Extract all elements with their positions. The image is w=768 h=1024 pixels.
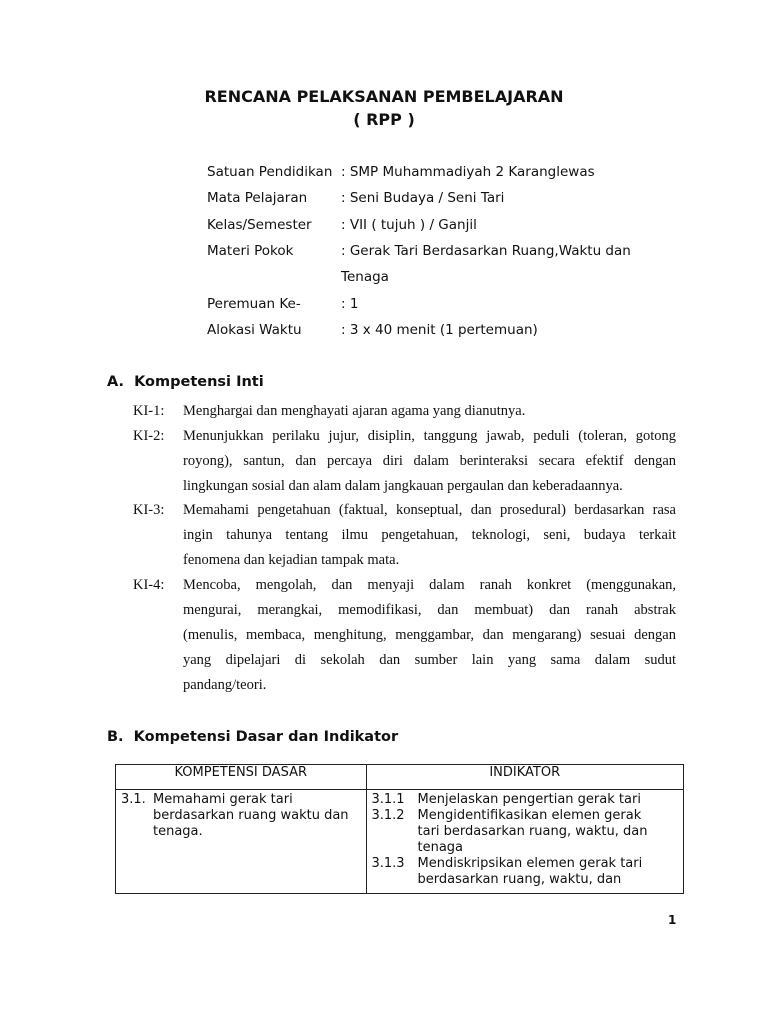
- section-b-heading: [107, 729, 398, 745]
- table-row: [116, 790, 684, 894]
- kd-line: [121, 792, 362, 808]
- table-header-row: [116, 765, 684, 790]
- info-label-mapel: Mata Pelajaran: [207, 190, 308, 206]
- ki-3-text: [183, 498, 676, 573]
- ki-2-text: [183, 424, 676, 499]
- ki-4-line: (menulis, membaca, menghitung, menggambar, dan mengarang) sesuai dengan: [183, 627, 676, 643]
- kompetensi-table: [115, 764, 684, 894]
- ki-4-line: pandang/teori.: [183, 677, 267, 693]
- indikator-cell: [366, 790, 684, 894]
- document-title: RENCANA PELAKSANAN PEMBELAJARAN: [204, 87, 564, 106]
- kd-line: berdasarkan ruang waktu dan: [153, 808, 349, 823]
- section-b-title: Kompetensi Dasar dan Indikator: [133, 729, 399, 745]
- indikator-number: 3.1.3: [371, 856, 405, 871]
- ki-2-label: KI-2:: [133, 428, 165, 444]
- ki-4-label: KI-4:: [133, 577, 165, 593]
- ki-2-line: royong), santun, dan percaya diri dalam berinteraksi secara efektif dengan: [183, 453, 676, 469]
- ki-4-line: mengurai, merangkai, memodifikasi, dan membuat) dan ranah abstrak: [183, 602, 676, 618]
- ki-3-label: KI-3:: [133, 502, 165, 518]
- info-label-pertemuan: Peremuan Ke-: [207, 296, 301, 312]
- info-value-pertemuan: : 1: [341, 296, 359, 312]
- indikator-line: Mendiskripsikan elemen gerak tari: [417, 856, 643, 871]
- ki-4-line: yang dipelajari di sekolah dan sumber lain yang sama dalam sudut: [183, 652, 676, 668]
- table-header-indikator: INDIKATOR: [366, 765, 684, 790]
- indikator-number: 3.1.1: [371, 792, 405, 807]
- info-value-materi: : Gerak Tari Berdasarkan Ruang,Waktu dan: [341, 243, 631, 259]
- info-label-materi: Materi Pokok: [207, 243, 294, 259]
- ki-2-line: Menunjukkan perilaku jujur, disiplin, tanggung jawab, peduli (toleran, gotong: [183, 428, 676, 444]
- indikator-line: tenaga: [417, 840, 464, 855]
- ki-3-line: Memahami pengetahuan (faktual, konseptual, dan prosedural) berdasarkan rasa: [183, 502, 676, 518]
- section-a-title: Kompetensi Inti: [134, 374, 264, 390]
- section-a-letter: A.: [107, 374, 124, 390]
- indikator-number: 3.1.2: [371, 808, 405, 823]
- info-value-mapel: : Seni Budaya / Seni Tari: [341, 190, 505, 206]
- ki-4-text: [183, 573, 676, 698]
- ki-1-label: KI-1:: [133, 403, 165, 419]
- ki-2-line: lingkungan sosial dan alam dalam jangkauan pergaulan dan keberadaannya.: [183, 478, 623, 494]
- ki-3-line: ingin tahunya tentang ilmu pengetahuan, teknologi, seni, budaya terkait: [183, 527, 676, 543]
- info-label-alokasi: Alokasi Waktu: [207, 322, 302, 338]
- table-header-kd: KOMPETENSI DASAR: [116, 765, 367, 790]
- indikator-line: berdasarkan ruang, waktu, dan: [417, 872, 622, 887]
- section-a-heading: [107, 374, 264, 390]
- indikator-item: [372, 808, 680, 856]
- info-value-satuan: : SMP Muhammadiyah 2 Karanglewas: [341, 164, 595, 180]
- ki-4-line: Mencoba, mengolah, dan menyaji dalam ranah konkret (menggunakan,: [183, 577, 676, 593]
- indikator-line: Menjelaskan pengertian gerak tari: [417, 792, 641, 807]
- indikator-line: Mengidentifikasikan elemen gerak: [417, 808, 642, 823]
- indikator-item: [372, 792, 680, 808]
- ki-3-line: fenomena dan kejadian tampak mata.: [183, 552, 400, 568]
- info-value-materi-cont: Tenaga: [341, 269, 389, 285]
- section-b-letter: B.: [107, 729, 124, 745]
- indikator-line: tari berdasarkan ruang, waktu, dan: [417, 824, 648, 839]
- info-value-alokasi: : 3 x 40 menit (1 pertemuan): [341, 322, 538, 338]
- page-number: 1: [668, 913, 677, 927]
- info-label-kelas: Kelas/Semester: [207, 217, 312, 233]
- info-value-kelas: : VII ( tujuh ) / Ganjil: [341, 217, 477, 233]
- document-subtitle: ( RPP ): [353, 110, 415, 129]
- ki-1-line: Menghargai dan menghayati ajaran agama yang dianutnya.: [183, 403, 526, 419]
- ki-1-text: [183, 399, 676, 424]
- kd-number: 3.1.: [121, 792, 146, 807]
- kd-line: tenaga.: [153, 824, 203, 839]
- kd-cell: [116, 790, 367, 894]
- kd-text: Memahami gerak tari: [153, 792, 293, 807]
- indikator-item: [372, 856, 680, 888]
- info-label-satuan: Satuan Pendidikan: [207, 164, 333, 180]
